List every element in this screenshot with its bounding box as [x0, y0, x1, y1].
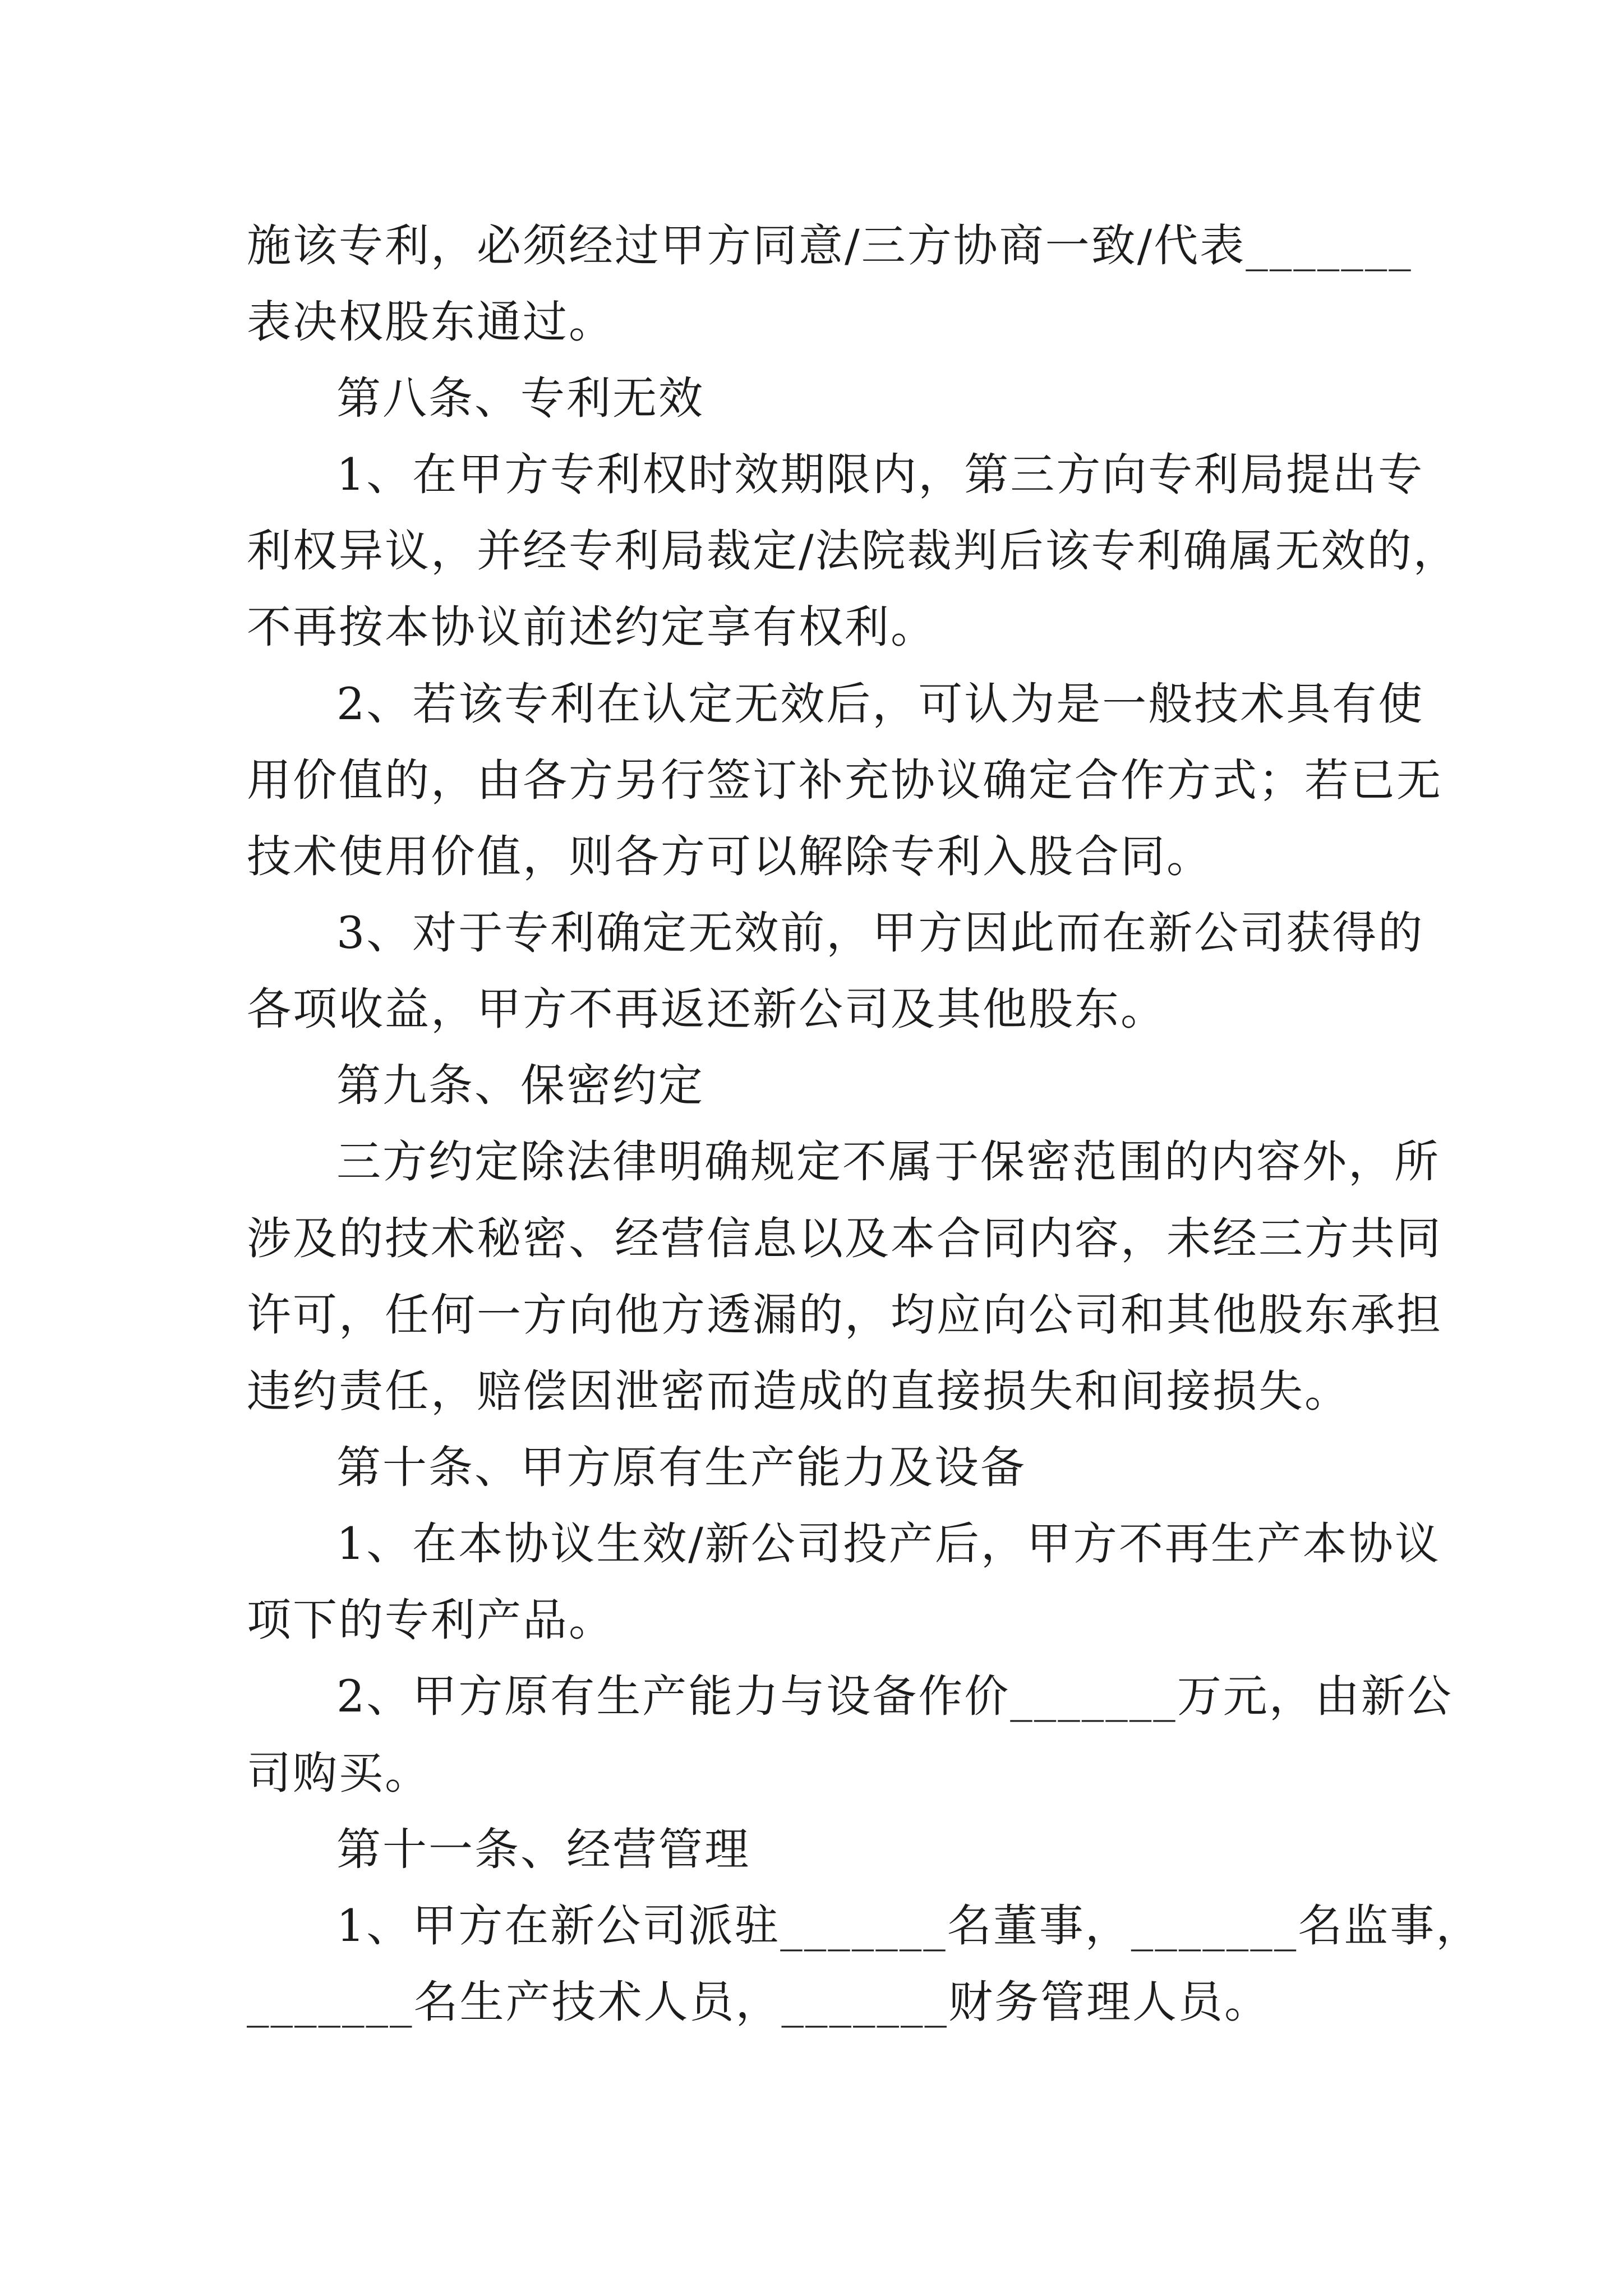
article-heading: 第八条、专利无效: [336, 372, 704, 424]
article-heading: 第十一条、经营管理: [336, 1824, 750, 1875]
text-line: 施该专利，必须经过甲方同意/三方协商一致/代表_______: [247, 220, 1413, 272]
text-line: 2、甲方原有生产能力与设备作价_______万元，由新公: [336, 1671, 1453, 1722]
text-line: 许可，任何一方向他方透漏的，均应向公司和其他股东承担: [247, 1289, 1442, 1341]
text-line: 用价值的，由各方另行签订补充协议确定合作方式；若已无: [247, 754, 1442, 806]
article-heading: 第十条、甲方原有生产能力及设备: [336, 1442, 1026, 1493]
text-line: 表决权股东通过。: [247, 296, 615, 348]
text-line: 1、甲方在新公司派驻_______名董事，_______名监事，: [336, 1900, 1482, 1952]
text-line: 违约责任，赔偿因泄密而造成的直接损失和间接损失。: [247, 1365, 1350, 1417]
text-line: 司购买。: [247, 1747, 431, 1799]
text-line: 3、对于专利确定无效前，甲方因此而在新公司获得的: [336, 907, 1424, 959]
text-line: 不再按本协议前述约定享有权利。: [247, 601, 937, 653]
text-line: 1、在甲方专利权时效期限内，第三方向专利局提出专: [336, 449, 1424, 500]
text-line: 技术使用价值，则各方可以解除专利入股合同。: [247, 831, 1212, 882]
text-line: _______名生产技术人员，_______财务管理人员。: [247, 1976, 1270, 2028]
text-line: 1、在本协议生效/新公司投产后，甲方不再生产本协议: [336, 1518, 1441, 1570]
text-line: 项下的专利产品。: [247, 1594, 615, 1646]
text-line: 各项收益，甲方不再返还新公司及其他股东。: [247, 983, 1166, 1035]
article-heading: 第九条、保密约定: [336, 1060, 704, 1111]
text-line: 涉及的技术秘密、经营信息以及本合同内容，未经三方共同: [247, 1213, 1442, 1264]
text-line: 2、若该专利在认定无效后，可认为是一般技术具有使: [336, 678, 1424, 730]
text-line: 三方约定除法律明确规定不属于保密范围的内容外，所: [336, 1136, 1440, 1188]
text-line: 利权异议，并经专利局裁定/法院裁判后该专利确属无效的，: [247, 525, 1459, 577]
